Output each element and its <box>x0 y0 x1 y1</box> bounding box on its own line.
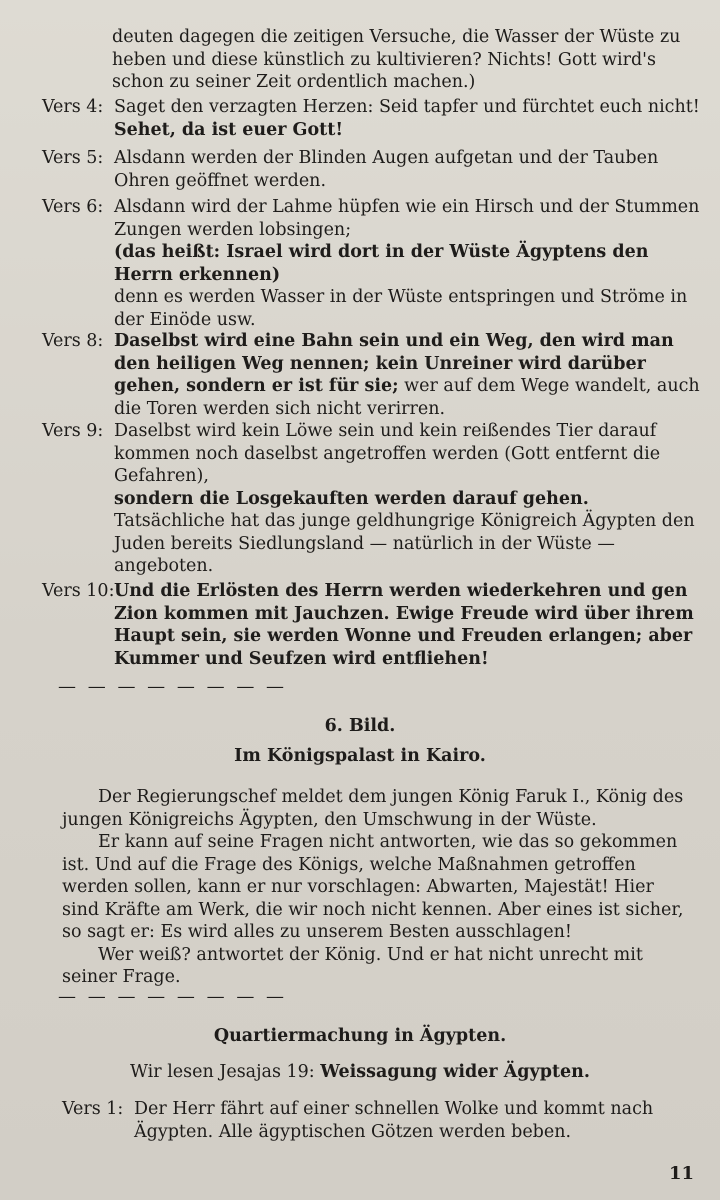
verse-text <box>114 196 702 331</box>
verse-line: sondern die Losgekauften werden darauf gehen. <box>114 488 589 509</box>
verse-4 <box>42 96 702 141</box>
verse-line: Daselbst wird eine Bahn sein und ein Weg, den wird man den heiligen Weg nennen; kein Unreiner wird darüber gehen, sondern er ist für sie; <box>114 331 674 396</box>
verse-text <box>114 147 702 192</box>
intro-paragraph: deuten dagegen die zeitigen Versuche, die Wasser der Wüste zu heben und diese künstlich zu kultivieren? Nichts! Gott wird's schon zu seiner Zeit ordentlich machen.) <box>112 27 681 92</box>
section-subtitle: Im Königspalast in Kairo. <box>234 746 486 766</box>
reading-line <box>0 1062 720 1082</box>
verse-line: Sehet, da ist euer Gott! <box>114 119 344 140</box>
verse-line: Tatsächliche hat das junge geldhungrige Königreich Ägypten den Juden bereits Siedlungsland — natürlich in der Wüste — angeboten. <box>114 511 695 576</box>
verse-9 <box>42 420 702 578</box>
reading-prefix: Wir lesen Jesajas 19: <box>130 1062 315 1082</box>
verse-line: Alsdann werden der Blinden Augen aufgetan und der Tauben Ohren geöffnet werden. <box>114 148 659 191</box>
page-number: 11 <box>668 1163 694 1184</box>
verse-line: Saget den verzagten Herzen: Seid tapfer und fürchtet euch nicht! <box>114 97 700 117</box>
paragraph: Er kann auf seine Fragen nicht antworten, wie das so gekommen ist. Und auf die Frage des Königs, welche Maßnahmen getroffen werden sollen, kann er nur vorschlagen: Abwarten, Majestät! Hier sind Kräfte am Werk, die wir noch nicht kennen. Aber eines ist sicher, so sagt er: Es wird alles zu unserem Besten ausschlagen! <box>62 832 684 942</box>
verse-label: Vers 10: <box>42 581 115 601</box>
verse-label: Vers 9: <box>42 421 104 441</box>
verse-line: wer auf dem Wege wandelt, auch die Toren werden sich nicht verirren. <box>114 376 700 419</box>
verse-label: Vers 6: <box>42 197 104 217</box>
paragraph: Der Regierungschef meldet dem jungen König Faruk I., König des jungen Königreichs Ägypten, den Umschwung in der Wüste. <box>62 787 684 830</box>
separator: — — — — — — — — <box>58 676 288 697</box>
verse-line: Alsdann wird der Lahme hüpfen wie ein Hirsch und der Stummen Zungen werden lobsingen; <box>114 197 700 240</box>
verse-text <box>114 580 702 670</box>
verse-text: Der Herr fährt auf einer schnellen Wolke und kommt nach Ägypten. Alle ägyptischen Götzen werden beben. <box>134 1099 654 1142</box>
verse-text <box>114 96 702 141</box>
verse-label: Vers 8: <box>42 331 104 351</box>
verse-line: Und die Erlösten des Herrn werden wiederkehren und gen Zion kommen mit Jauchzen. Ewige Freude wird über ihrem Haupt sein, sie werden Wonne und Freuden erlangen; aber Kummer und Seufzen wird entfliehen! <box>114 581 694 669</box>
verse-6 <box>42 196 702 331</box>
verse-1 <box>62 1098 702 1143</box>
verse-10 <box>42 580 702 670</box>
verse-label: Vers 5: <box>42 148 104 168</box>
separator: — — — — — — — — <box>58 986 288 1007</box>
section-title: 6. Bild. <box>324 716 396 736</box>
verse-8 <box>42 330 702 420</box>
verse-text <box>114 330 702 420</box>
section-title: Quartiermachung in Ägypten. <box>213 1026 507 1046</box>
verse-label: Vers 4: <box>42 97 104 117</box>
verse-line: denn es werden Wasser in der Wüste entspringen und Ströme in der Einöde usw. <box>114 287 688 330</box>
verse-label: Vers 1: <box>62 1099 124 1119</box>
verse-line: (das heißt: Israel wird dort in der Wüste Ägyptens den Herrn erkennen) <box>114 242 649 285</box>
section-prose <box>62 786 687 989</box>
reading-title: Weissagung wider Ägypten. <box>320 1062 590 1082</box>
verse-line: Daselbst wird kein Löwe sein und kein reißendes Tier darauf kommen noch daselbst angetroffen werden (Gott entfernt die Gefahren), <box>114 421 661 486</box>
verse-5 <box>42 147 702 192</box>
verse-text <box>114 420 702 578</box>
paragraph: Wer weiß? antwortet der König. Und er hat nicht unrecht mit seiner Frage. <box>62 944 643 987</box>
